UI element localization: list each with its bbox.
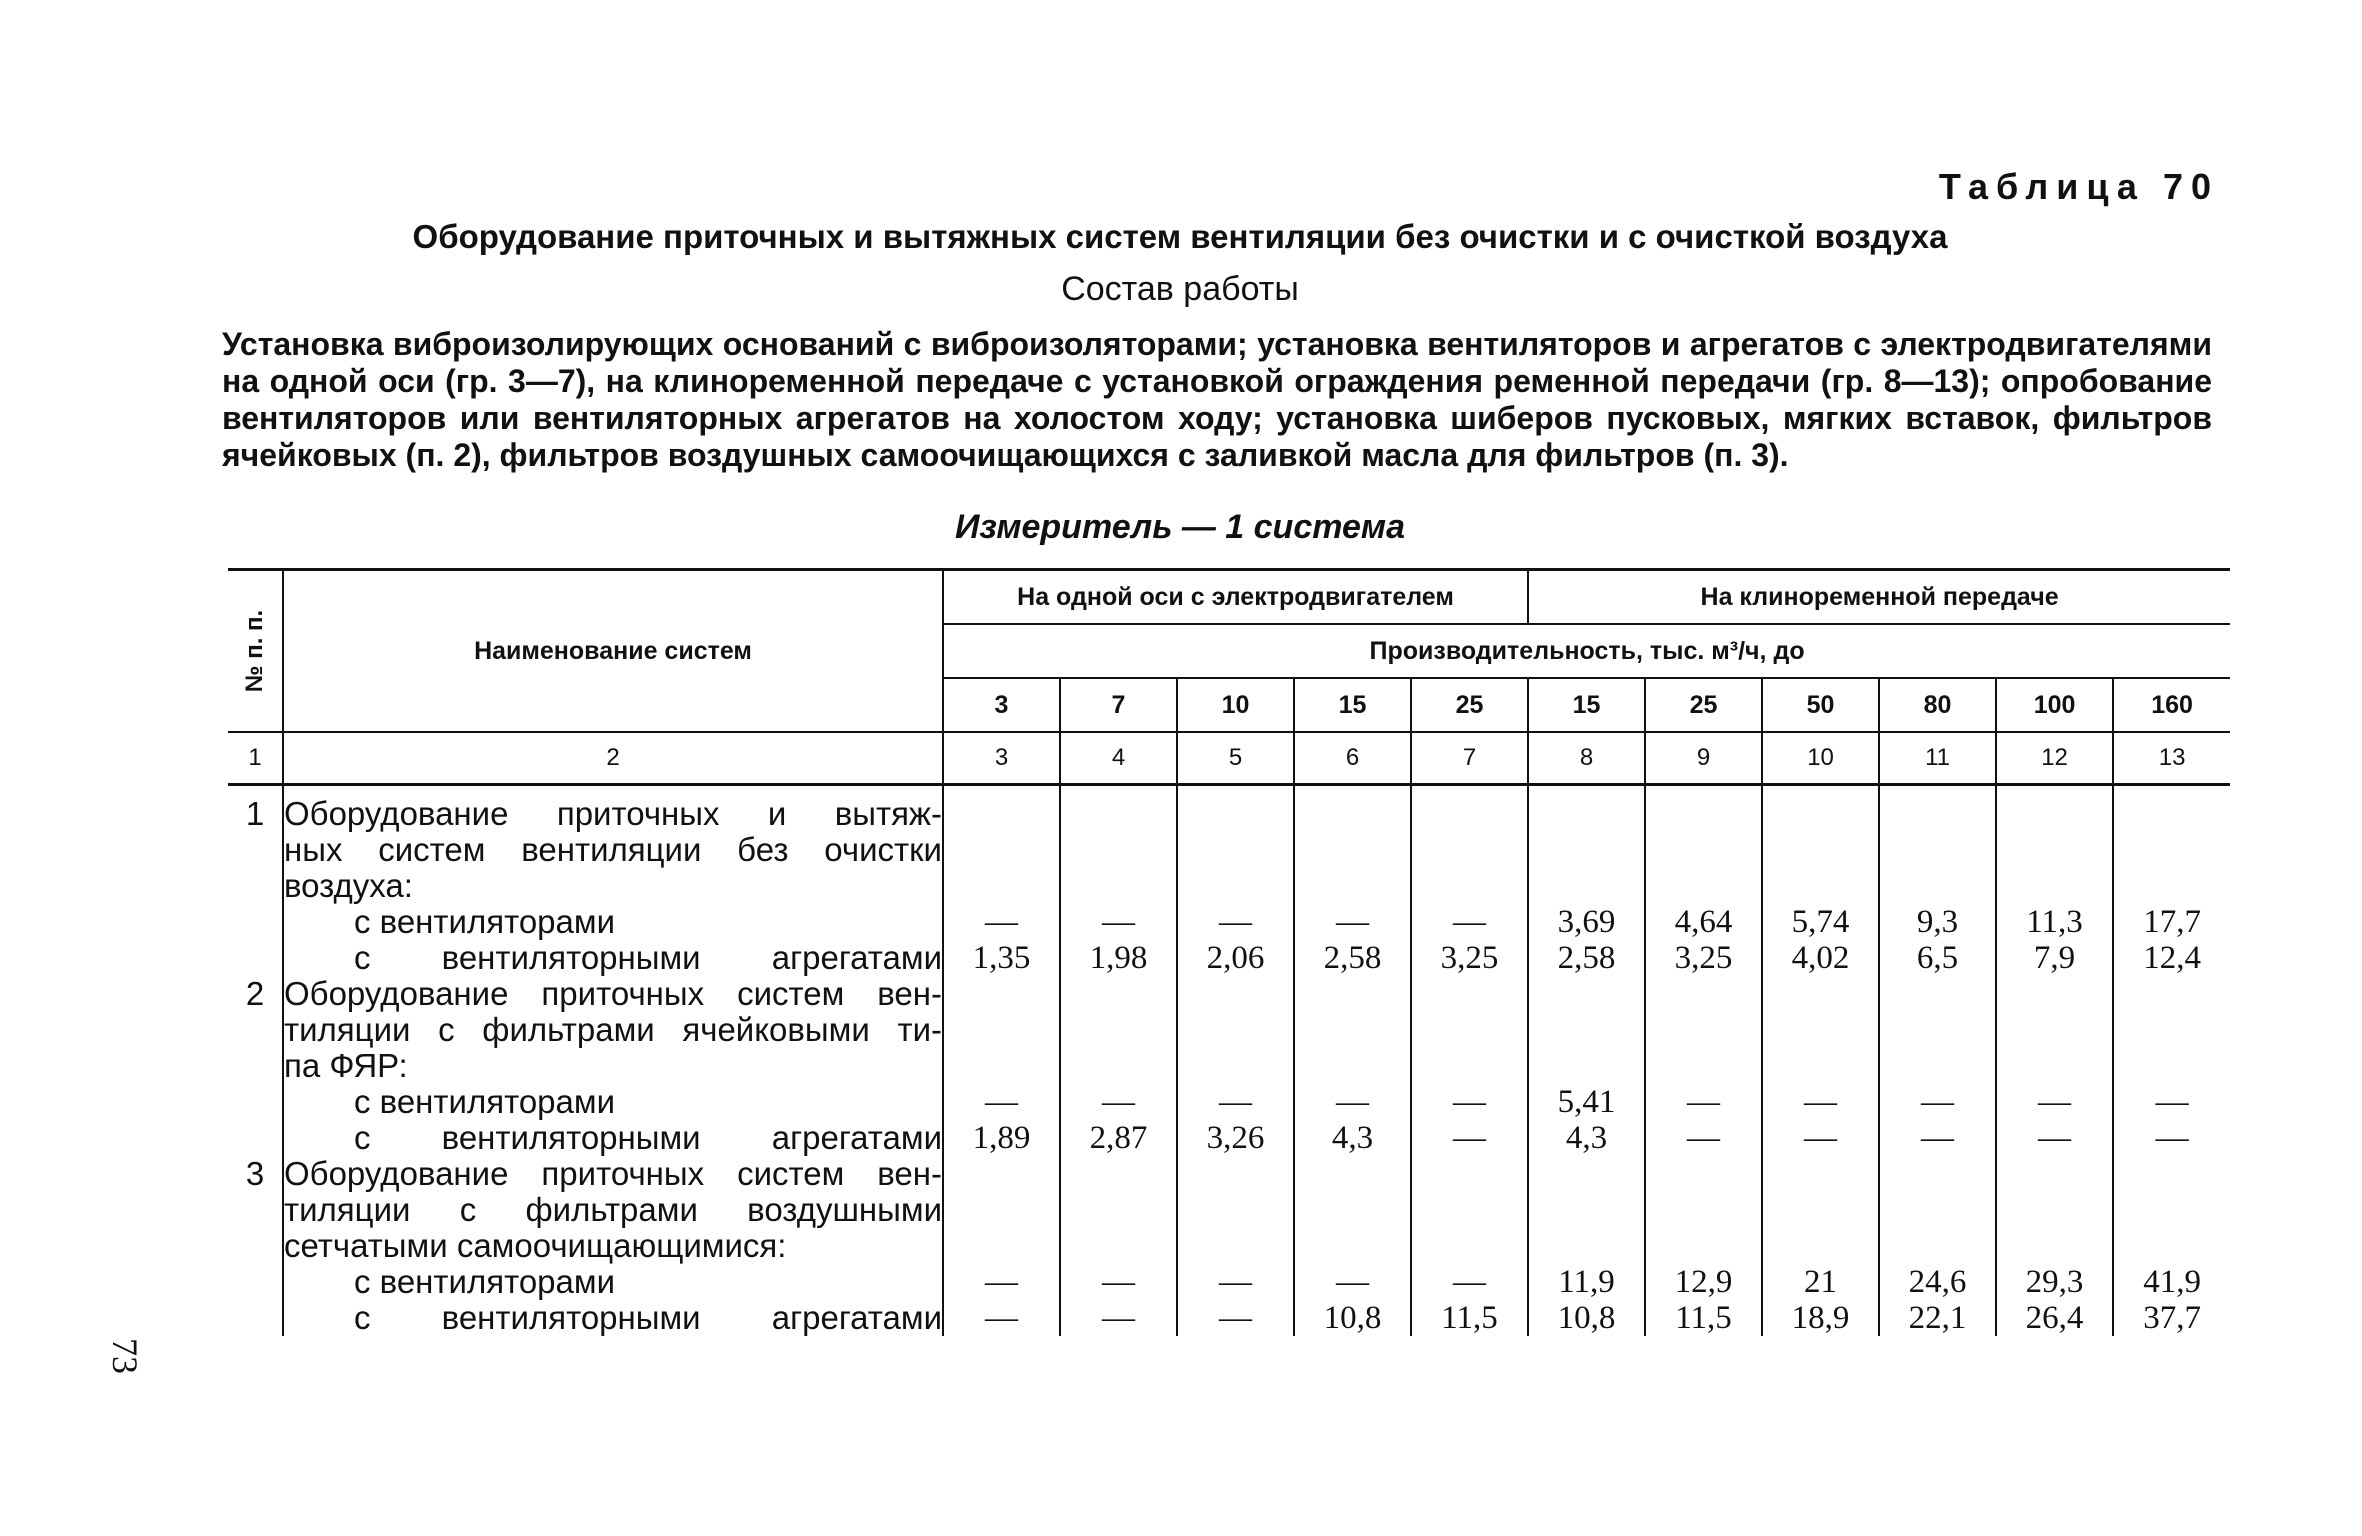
empty-cell xyxy=(943,796,1060,832)
column-number-cell: 5 xyxy=(1177,732,1294,785)
empty-cell xyxy=(1411,1048,1528,1084)
empty-cell xyxy=(1177,1048,1294,1084)
empty-cell xyxy=(1177,1228,1294,1264)
value-cell: 11,5 xyxy=(1645,1300,1762,1336)
value-cell: — xyxy=(1294,1084,1411,1120)
empty-cell xyxy=(1294,1228,1411,1264)
system-name-line: Оборудование приточных систем вен- xyxy=(284,1155,942,1192)
empty-cell xyxy=(1762,1192,1879,1228)
empty-cell xyxy=(1645,796,1762,832)
table-row xyxy=(228,796,2230,832)
value-cell: 26,4 xyxy=(1996,1300,2113,1336)
value-cell: — xyxy=(1879,1084,1996,1120)
empty-cell xyxy=(1762,1156,1879,1192)
empty-cell xyxy=(1177,976,1294,1012)
value-cell: 3,25 xyxy=(1411,940,1528,976)
capacity-header-cell: 100 xyxy=(1996,678,2113,732)
unit-of-measure: Измеритель — 1 система xyxy=(955,508,1405,546)
empty-cell xyxy=(1996,976,2113,1012)
column-number-cell: 8 xyxy=(1528,732,1645,785)
table-title: Оборудование приточных и вытяжных систем вентиляции без очистки и с очисткой воздуха xyxy=(412,218,1948,255)
empty-cell xyxy=(1294,832,1411,868)
empty-cell xyxy=(1294,1156,1411,1192)
value-cell: — xyxy=(1411,1264,1528,1300)
capacity-header-cell: 160 xyxy=(2113,678,2230,732)
empty-cell xyxy=(1762,796,1879,832)
table-row xyxy=(228,940,2230,976)
empty-cell xyxy=(1528,1192,1645,1228)
row-number xyxy=(228,1084,283,1120)
empty-cell xyxy=(1645,976,1762,1012)
empty-cell xyxy=(1645,1228,1762,1264)
empty-cell xyxy=(1060,1192,1177,1228)
value-cell: — xyxy=(1996,1120,2113,1156)
value-cell: 22,1 xyxy=(1879,1300,1996,1336)
value-cell: — xyxy=(1060,904,1177,940)
empty-cell xyxy=(1060,832,1177,868)
capacity-header-cell: 3 xyxy=(943,678,1060,732)
empty-cell xyxy=(1528,868,1645,904)
value-cell: 4,3 xyxy=(1294,1120,1411,1156)
header-group-belt: На клиноременной передаче xyxy=(1528,570,2230,625)
row-number xyxy=(228,1300,283,1336)
system-name-line: тиляции с фильтрами ячейковыми ти- xyxy=(284,1011,942,1048)
empty-cell xyxy=(1879,1228,1996,1264)
capacity-header-cell: 50 xyxy=(1762,678,1879,732)
value-cell: 18,9 xyxy=(1762,1300,1879,1336)
empty-cell xyxy=(2113,976,2230,1012)
empty-cell xyxy=(1996,1048,2113,1084)
value-cell: 10,8 xyxy=(1294,1300,1411,1336)
value-cell: — xyxy=(1060,1084,1177,1120)
empty-cell xyxy=(1060,796,1177,832)
value-cell: 11,3 xyxy=(1996,904,2113,940)
value-cell: 21 xyxy=(1762,1264,1879,1300)
empty-cell xyxy=(1177,868,1294,904)
table-row xyxy=(228,1084,2230,1120)
empty-cell xyxy=(943,1156,1060,1192)
empty-cell xyxy=(943,976,1060,1012)
empty-cell xyxy=(1411,1156,1528,1192)
empty-cell xyxy=(1411,796,1528,832)
empty-cell xyxy=(1528,796,1645,832)
value-cell: 2,06 xyxy=(1177,940,1294,976)
subsystem-label: с вентиляторными агрегатами xyxy=(283,1300,943,1336)
empty-cell xyxy=(1879,1048,1996,1084)
row-number xyxy=(228,1264,283,1300)
value-cell: — xyxy=(1879,1120,1996,1156)
empty-cell xyxy=(1996,1192,2113,1228)
empty-cell xyxy=(1879,1012,1996,1048)
capacity-header-cell: 25 xyxy=(1411,678,1528,732)
empty-cell xyxy=(943,1012,1060,1048)
system-name-line: ных систем вентиляции без очистки xyxy=(284,831,942,868)
empty-cell xyxy=(1411,868,1528,904)
empty-cell xyxy=(943,1228,1060,1264)
row-number xyxy=(228,1192,283,1228)
value-cell: 5,74 xyxy=(1762,904,1879,940)
empty-cell xyxy=(1645,1012,1762,1048)
value-cell: — xyxy=(1762,1120,1879,1156)
table-row xyxy=(228,1012,2230,1048)
empty-cell xyxy=(1645,1156,1762,1192)
empty-cell xyxy=(1528,832,1645,868)
empty-cell xyxy=(1762,832,1879,868)
column-number-cell: 3 xyxy=(943,732,1060,785)
value-cell: — xyxy=(1411,1120,1528,1156)
empty-cell xyxy=(1879,976,1996,1012)
empty-cell xyxy=(1762,1228,1879,1264)
row-number xyxy=(228,868,283,904)
empty-cell xyxy=(1762,868,1879,904)
empty-cell xyxy=(1996,832,2113,868)
table-row xyxy=(228,904,2230,940)
row-number xyxy=(228,832,283,868)
empty-cell xyxy=(1060,1228,1177,1264)
empty-cell xyxy=(943,1192,1060,1228)
capacity-header-cell: 80 xyxy=(1879,678,1996,732)
empty-cell xyxy=(1177,1156,1294,1192)
empty-cell xyxy=(1294,1048,1411,1084)
column-number-cell: 1 xyxy=(228,732,283,785)
empty-cell xyxy=(1294,976,1411,1012)
empty-cell xyxy=(1294,1192,1411,1228)
header-group-axis: На одной оси с электродвигателем xyxy=(943,570,1528,625)
column-number-cell: 6 xyxy=(1294,732,1411,785)
system-name-line: Оборудование приточных систем вен- xyxy=(284,975,942,1012)
header-name: Наименование систем xyxy=(283,570,943,733)
column-number-cell: 10 xyxy=(1762,732,1879,785)
value-cell: — xyxy=(1411,1084,1528,1120)
value-cell: 4,64 xyxy=(1645,904,1762,940)
subsystem-label: с вентиляторными агрегатами xyxy=(283,1120,943,1156)
value-cell: — xyxy=(1645,1084,1762,1120)
table-row xyxy=(228,832,2230,868)
empty-cell xyxy=(2113,796,2230,832)
empty-cell xyxy=(1645,868,1762,904)
table-row xyxy=(228,1120,2230,1156)
empty-cell xyxy=(2113,832,2230,868)
table-row xyxy=(228,1264,2230,1300)
empty-cell xyxy=(1762,1048,1879,1084)
column-number-cell: 4 xyxy=(1060,732,1177,785)
empty-cell xyxy=(2113,868,2230,904)
empty-cell xyxy=(2113,1048,2230,1084)
value-cell: — xyxy=(943,1300,1060,1336)
value-cell: — xyxy=(943,1084,1060,1120)
value-cell: 3,26 xyxy=(1177,1120,1294,1156)
column-number-cell: 7 xyxy=(1411,732,1528,785)
empty-cell xyxy=(2113,1192,2230,1228)
value-cell: 12,4 xyxy=(2113,940,2230,976)
value-cell: — xyxy=(2113,1120,2230,1156)
empty-cell xyxy=(1645,1192,1762,1228)
empty-cell xyxy=(1177,796,1294,832)
empty-cell xyxy=(1060,1156,1177,1192)
table-row xyxy=(228,868,2230,904)
empty-cell xyxy=(1996,868,2113,904)
empty-cell xyxy=(1996,1228,2113,1264)
empty-cell xyxy=(1060,1012,1177,1048)
empty-cell xyxy=(1411,976,1528,1012)
norms-table xyxy=(228,568,2230,1336)
row-number: 3 xyxy=(245,1155,265,1192)
capacity-header-cell: 15 xyxy=(1294,678,1411,732)
system-name-line: Оборудование приточных и вытяж- xyxy=(284,795,942,832)
value-cell: — xyxy=(1411,904,1528,940)
work-composition-text: Установка виброизолирующих оснований с виброизоляторами; установка вентиляторов и агрегатов с электродвигателями на одной оси (гр. 3—7), на клиноременной передаче с установкой ограждения ременной передачи (гр. 8—13); опробование вентиляторов или вентиляторных агрегатов на холостом ходу; установка шиберов пусковых, мягких вставок, фильтров ячейковых (п. 2), фильтров воздушных самоочищающихся с заливкой масла для фильтров (п. 3). xyxy=(222,326,2212,473)
value-cell: — xyxy=(1177,1300,1294,1336)
table-row xyxy=(228,1048,2230,1084)
empty-cell xyxy=(1528,1048,1645,1084)
value-cell: 9,3 xyxy=(1879,904,1996,940)
value-cell: 4,02 xyxy=(1762,940,1879,976)
row-number xyxy=(228,1228,283,1264)
value-cell: — xyxy=(1177,904,1294,940)
row-number: 2 xyxy=(245,975,265,1012)
value-cell: — xyxy=(1996,1084,2113,1120)
value-cell: 5,41 xyxy=(1528,1084,1645,1120)
empty-cell xyxy=(1060,1048,1177,1084)
empty-cell xyxy=(1996,1012,2113,1048)
empty-cell xyxy=(1879,832,1996,868)
empty-cell xyxy=(2113,1156,2230,1192)
empty-cell xyxy=(943,1048,1060,1084)
row-number xyxy=(228,1120,283,1156)
empty-cell xyxy=(1294,868,1411,904)
empty-cell xyxy=(1060,868,1177,904)
header-capacity: Производительность, тыс. м³/ч, до xyxy=(943,624,2230,678)
value-cell: 1,89 xyxy=(943,1120,1060,1156)
empty-cell xyxy=(1645,1048,1762,1084)
subsystem-label: с вентиляторами xyxy=(283,1084,943,1120)
value-cell: 10,8 xyxy=(1528,1300,1645,1336)
value-cell: 1,98 xyxy=(1060,940,1177,976)
system-name-line: сетчатыми самоочищающимися: xyxy=(283,1228,943,1264)
column-number-cell: 13 xyxy=(2113,732,2230,785)
empty-cell xyxy=(2113,1012,2230,1048)
value-cell: 17,7 xyxy=(2113,904,2230,940)
empty-cell xyxy=(2113,1228,2230,1264)
table-row xyxy=(228,1300,2230,1336)
value-cell: 1,35 xyxy=(943,940,1060,976)
row-number: 1 xyxy=(245,795,265,832)
value-cell: 11,9 xyxy=(1528,1264,1645,1300)
value-cell: — xyxy=(1294,1264,1411,1300)
value-cell: — xyxy=(1060,1300,1177,1336)
value-cell: 12,9 xyxy=(1645,1264,1762,1300)
value-cell: — xyxy=(1177,1084,1294,1120)
empty-cell xyxy=(1996,1156,2113,1192)
table-row xyxy=(228,1192,2230,1228)
table-row xyxy=(228,1156,2230,1192)
value-cell: 11,5 xyxy=(1411,1300,1528,1336)
column-number-cell: 2 xyxy=(283,732,943,785)
value-cell: 2,58 xyxy=(1294,940,1411,976)
empty-cell xyxy=(1411,1192,1528,1228)
system-name-line: тиляции с фильтрами воздушными xyxy=(284,1191,942,1228)
empty-cell xyxy=(1645,832,1762,868)
header-npp: № п. п. xyxy=(228,570,283,733)
table-number: Таблица 70 xyxy=(1938,166,2219,207)
column-number-cell: 11 xyxy=(1879,732,1996,785)
value-cell: — xyxy=(943,1264,1060,1300)
column-number-cell: 9 xyxy=(1645,732,1762,785)
value-cell: — xyxy=(1762,1084,1879,1120)
system-name-line: па ФЯР: xyxy=(283,1048,943,1084)
empty-cell xyxy=(943,868,1060,904)
value-cell: — xyxy=(1645,1120,1762,1156)
value-cell: — xyxy=(1177,1264,1294,1300)
value-cell: 41,9 xyxy=(2113,1264,2230,1300)
row-number xyxy=(228,940,283,976)
system-name-line: воздуха: xyxy=(283,868,943,904)
value-cell: 2,87 xyxy=(1060,1120,1177,1156)
empty-cell xyxy=(1177,832,1294,868)
empty-cell xyxy=(1528,976,1645,1012)
empty-cell xyxy=(943,832,1060,868)
value-cell: 29,3 xyxy=(1996,1264,2113,1300)
value-cell: — xyxy=(943,904,1060,940)
subsystem-label: с вентиляторными агрегатами xyxy=(283,940,943,976)
value-cell: 7,9 xyxy=(1996,940,2113,976)
empty-cell xyxy=(1411,832,1528,868)
capacity-header-cell: 10 xyxy=(1177,678,1294,732)
value-cell: — xyxy=(1294,904,1411,940)
empty-cell xyxy=(1879,1156,1996,1192)
empty-cell xyxy=(1762,1012,1879,1048)
empty-cell xyxy=(1528,1228,1645,1264)
empty-cell xyxy=(1879,1192,1996,1228)
empty-cell xyxy=(1528,1012,1645,1048)
empty-cell xyxy=(1762,976,1879,1012)
empty-cell xyxy=(1060,976,1177,1012)
value-cell: 2,58 xyxy=(1528,940,1645,976)
value-cell: 6,5 xyxy=(1879,940,1996,976)
empty-cell xyxy=(1294,796,1411,832)
row-number xyxy=(228,1048,283,1084)
row-number xyxy=(228,904,283,940)
empty-cell xyxy=(1177,1012,1294,1048)
value-cell: — xyxy=(2113,1084,2230,1120)
capacity-header-cell: 7 xyxy=(1060,678,1177,732)
empty-cell xyxy=(1996,796,2113,832)
empty-cell xyxy=(1177,1192,1294,1228)
value-cell: 3,69 xyxy=(1528,904,1645,940)
table-row xyxy=(228,1228,2230,1264)
empty-cell xyxy=(1294,1012,1411,1048)
row-number xyxy=(228,1012,283,1048)
column-number-cell: 12 xyxy=(1996,732,2113,785)
value-cell: 4,3 xyxy=(1528,1120,1645,1156)
empty-cell xyxy=(1411,1012,1528,1048)
work-composition-heading: Состав работы xyxy=(1061,270,1299,308)
capacity-header-cell: 25 xyxy=(1645,678,1762,732)
value-cell: — xyxy=(1060,1264,1177,1300)
subsystem-label: с вентиляторами xyxy=(283,904,943,940)
empty-cell xyxy=(1528,1156,1645,1192)
value-cell: 37,7 xyxy=(2113,1300,2230,1336)
capacity-header-cell: 15 xyxy=(1528,678,1645,732)
empty-cell xyxy=(1879,796,1996,832)
value-cell: 24,6 xyxy=(1879,1264,1996,1300)
page-number: 73 xyxy=(105,1338,145,1374)
empty-cell xyxy=(1879,868,1996,904)
value-cell: 3,25 xyxy=(1645,940,1762,976)
table-row xyxy=(228,976,2230,1012)
subsystem-label: с вентиляторами xyxy=(283,1264,943,1300)
empty-cell xyxy=(1411,1228,1528,1264)
